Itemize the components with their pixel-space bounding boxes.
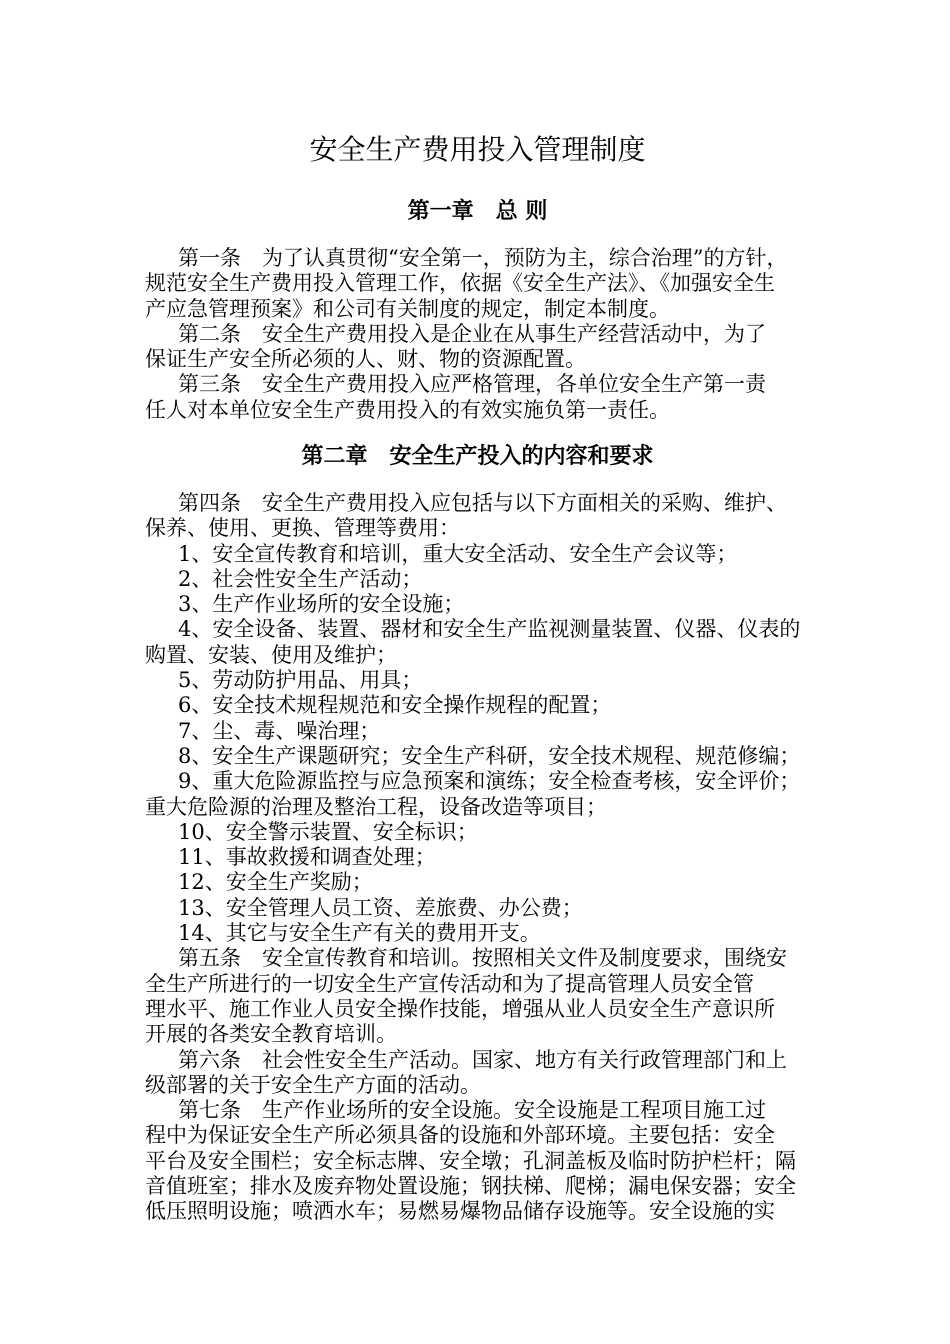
list-item: 1、安全宣传教育和培训，重大安全活动、安全生产会议等； — [178, 541, 738, 566]
text-line: 保证生产安全所必须的人、财、物的资源配置。 — [145, 347, 586, 372]
list-item: 13、安全管理人员工资、差旅费、办公费； — [178, 895, 583, 920]
text-line: 规范安全生产费用投入管理工作，依据《安全生产法》、《加强安全生 — [145, 271, 775, 296]
chapter-2-body — [145, 491, 810, 1225]
text-line: 低压照明设施；喷洒水车；易燃易爆物品储存设施等。安全设施的实 — [145, 1199, 775, 1224]
text-line: 重大危险源的治理及整治工程，设备改造等项目； — [145, 794, 607, 819]
text-line: 平台及安全围栏；安全标志牌、安全墩；孔洞盖板及临时防护栏杆；隔 — [145, 1148, 796, 1173]
document-title: 安全生产费用投入管理制度 — [309, 133, 646, 166]
list-item: 10、安全警示装置、安全标识； — [178, 819, 478, 844]
text-line: 第五条 安全宣传教育和培训。按照相关文件及制度要求，围绕安 — [178, 946, 787, 971]
list-item: 14、其它与安全生产有关的费用开支。 — [178, 921, 541, 946]
list-item: 9、重大危险源监控与应急预案和演练；安全检查考核，安全评价； — [178, 769, 801, 794]
chapter-1-heading: 第一章 总 则 — [407, 199, 548, 224]
text-line: 第二条 安全生产费用投入是企业在从事生产经营活动中，为了 — [178, 321, 766, 346]
text-line: 第六条 社会性安全生产活动。国家、地方有关行政管理部门和上 — [178, 1047, 787, 1072]
text-line: 级部署的关于安全生产方面的活动。 — [145, 1072, 481, 1097]
text-line: 任人对本单位安全生产费用投入的有效实施负第一责任。 — [145, 397, 670, 422]
list-item: 7、尘、毒、噪治理； — [178, 718, 381, 743]
list-item: 2、社会性安全生产活动； — [178, 566, 423, 591]
text-line: 第四条 安全生产费用投入应包括与以下方面相关的采购、维护、 — [178, 491, 787, 515]
text-line: 开展的各类安全教育培训。 — [145, 1022, 397, 1047]
text-line: 程中为保证安全生产所必须具备的设施和外部环境。主要包括：安全 — [145, 1123, 775, 1148]
text-line: 产应急管理预案》和公司有关制度的规定，制定本制度。 — [145, 296, 670, 321]
list-item: 3、生产作业场所的安全设施； — [178, 592, 465, 617]
text-line: 音值班室；排水及废弃物处置设施；钢扶梯、爬梯；漏电保安器；安全 — [145, 1174, 796, 1199]
list-item: 5、劳动防护用品、用具； — [178, 668, 423, 693]
list-item: 12、安全生产奖励； — [178, 870, 373, 895]
text-line: 理水平、施工作业人员安全操作技能，增强从业人员安全生产意识所 — [145, 996, 775, 1021]
text-line: 第七条 生产作业场所的安全设施。安全设施是工程项目施工过 — [178, 1098, 766, 1123]
list-item: 11、事故救援和调查处理； — [178, 845, 436, 870]
text-line: 购置、安装、使用及维护； — [145, 642, 397, 667]
text-line: 全生产所进行的一切安全生产宣传活动和为了提高管理人员安全管 — [145, 971, 754, 996]
list-item: 8、安全生产课题研究；安全生产科研，安全技术规程、规范修编； — [178, 743, 801, 768]
text-line: 第一条 为了认真贯彻“安全第一，预防为主，综合治理”的方针， — [178, 246, 788, 270]
chapter-1-body — [145, 246, 810, 423]
list-item: 6、安全技术规程规范和安全操作规程的配置； — [178, 693, 612, 718]
text-line: 第三条 安全生产费用投入应严格管理，各单位安全生产第一责 — [178, 372, 766, 397]
list-item: 4、安全设备、装置、器材和安全生产监视测量装置、仪器、仪表的 — [178, 617, 801, 642]
text-line: 保养、使用、更换、管理等费用： — [145, 516, 460, 541]
chapter-2-heading: 第二章 安全生产投入的内容和要求 — [301, 444, 654, 469]
